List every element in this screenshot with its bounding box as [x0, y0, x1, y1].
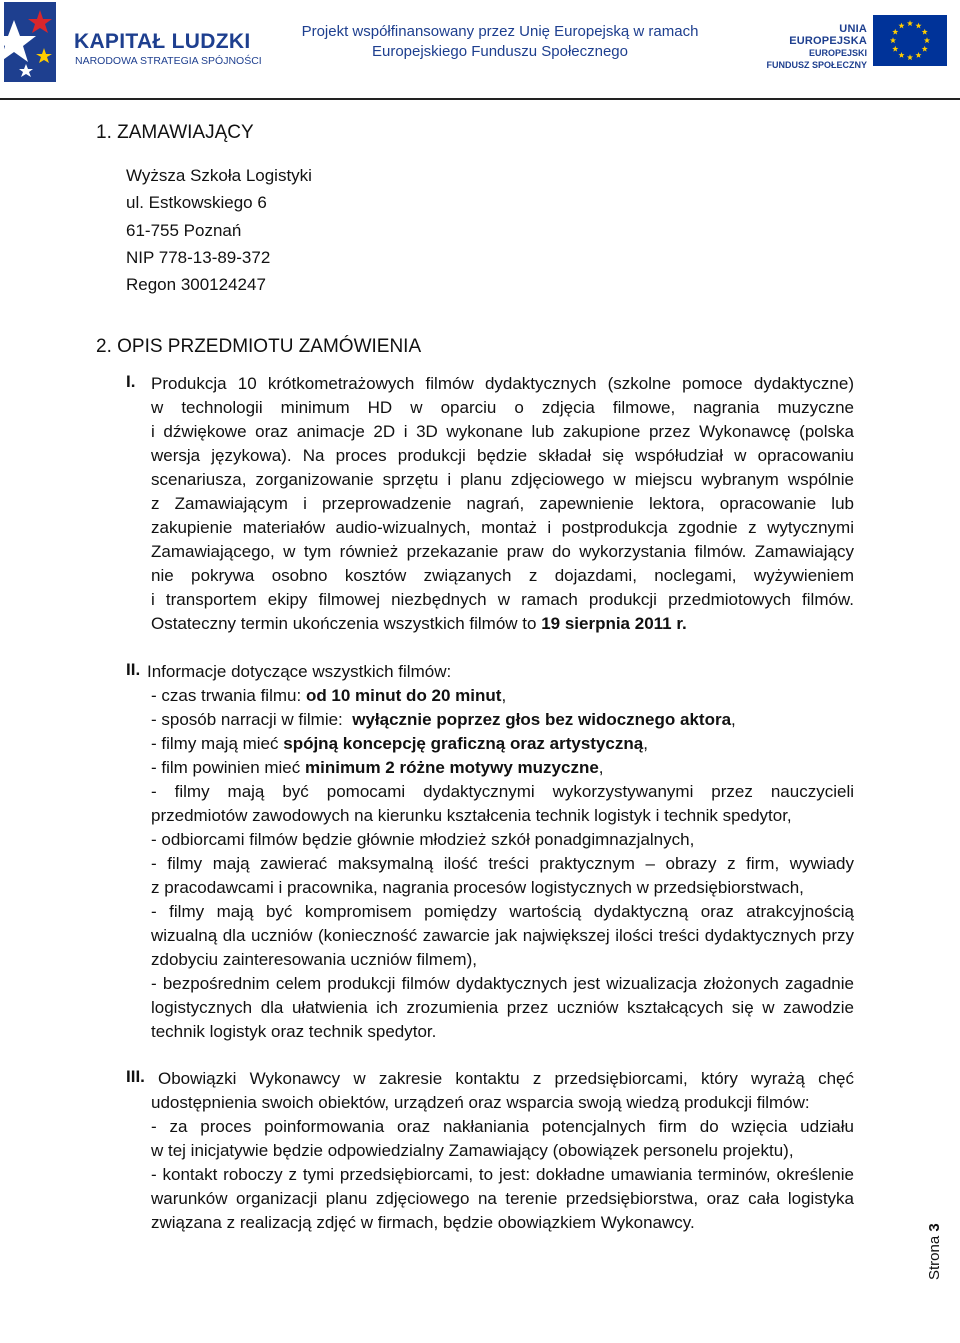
- part-2-list: [151, 684, 854, 1044]
- list-item: - bezpośrednim celem produkcji filmów dydaktycznych jest wizualizacja złożonych zagadnie: [151, 974, 854, 993]
- paragraph-line: z Zamawiającym i przeprowadzenie nagrań, zapewnienie lektora, opracowanie lub: [151, 494, 854, 513]
- paragraph-line: nie pokrywa osobno kosztów związanych z dojazdami, noclegami, wyżywieniem: [151, 566, 854, 585]
- list-item-cont: warunków organizacji planu zdjęciowego na terenie przedsiębiorstwa, oraz cała logistyka: [151, 1189, 854, 1208]
- deadline-line: [151, 612, 854, 636]
- logo-title: KAPITAŁ LUDZKI: [74, 30, 251, 53]
- list-item: [151, 708, 854, 732]
- list-item-text: ,: [598, 758, 604, 777]
- list-item-emphasis: minimum 2 różne motywy muzyczne: [305, 758, 599, 777]
- list-item-cont: wizualną dla uczniów (konieczność zawarcie jak największej ilości treści dydaktycznych przy: [151, 926, 854, 945]
- paragraph-line: Produkcja 10 krótkometrażowych filmów dydaktycznych (szkolne pomoce dydaktyczne): [151, 374, 854, 393]
- list-item: [151, 732, 854, 756]
- list-item-text: ,: [731, 710, 736, 729]
- list-item-text: ,: [501, 686, 507, 705]
- eu-logo-text: [765, 23, 867, 71]
- section-heading-opis: 2. OPIS PRZEDMIOTU ZAMÓWIENIA: [96, 336, 422, 357]
- part-1-text-cont: [151, 396, 854, 636]
- list-item: - filmy mają być kompromisem pomiędzy wartością dydaktyczną oraz atrakcyjnością: [151, 902, 854, 921]
- cofinancing-line-1: Projekt współfinansowany przez Unię Europejską w ramach: [301, 23, 699, 40]
- list-item: - odbiorcami filmów będzie głównie młodzież szkół ponadgimnazjalnych,: [151, 830, 695, 849]
- address-line: ul. Estkowskiego 6: [126, 193, 267, 213]
- page-number-value: 3: [926, 1223, 943, 1232]
- eu-logo-line-2: EUROPEJSKI: [808, 48, 867, 58]
- paragraph-line: i dźwiękowe oraz animacje 2D i 3D wykonane lub zakupione przez Wykonawcę (polska: [151, 422, 854, 441]
- address-line: 61-755 Poznań: [126, 220, 242, 240]
- paragraph-line: i transportem ekipy filmowej niezbędnych w ramach produkcji przedmiotowych filmów.: [151, 590, 854, 609]
- address-line: Regon 300124247: [126, 275, 266, 295]
- part-marker-1: I.: [126, 372, 136, 391]
- kapital-ludzki-logo: [4, 2, 262, 82]
- list-item: - za proces poinformowania oraz nakłaniania potencjalnych firm do wzięcia udziału: [151, 1117, 854, 1136]
- list-item-text: - sposób narracji w filmie:: [151, 710, 353, 729]
- part-3-text: [151, 1091, 854, 1235]
- list-item-emphasis: od 10 minut do 20 minut: [305, 686, 502, 705]
- cofinancing-line-2: Europejskiego Funduszu Społecznego: [371, 43, 628, 60]
- deadline-date: 19 sierpnia 2011 r.: [541, 614, 687, 633]
- address-line: Wyższa Szkoła Logistyki: [126, 166, 312, 185]
- paragraph-line: Zamawiającego, w tym również przekazanie praw do wykorzystania filmów. Zamawiający: [151, 542, 854, 561]
- paragraph-line: w technologii minimum HD w oparciu o zdjęcia filmowe, nagrania muzyczne: [151, 398, 854, 417]
- list-item: - filmy mają być pomocami dydaktycznymi wykorzystywanymi przez nauczycieli: [151, 782, 854, 801]
- list-item-text: - czas trwania filmu:: [151, 686, 306, 705]
- list-item-text: ,: [643, 734, 648, 753]
- list-item-cont: w tej inicjatywie będzie odpowiedzialny Zamawiający (obowiązek personelu projektu),: [151, 1141, 794, 1160]
- cofinancing-note: [290, 22, 710, 62]
- list-item-cont: z pracodawcami i pracownika, nagrania procesów logistycznych w przedsiębiorstwach,: [151, 878, 804, 897]
- part-marker-3: III.: [126, 1067, 145, 1086]
- logo-subtitle: NARODOWA STRATEGIA SPÓJNOŚCI: [75, 55, 262, 67]
- deadline-prefix: Ostateczny termin ukończenia wszystkich filmów to: [151, 614, 542, 633]
- address-line: NIP 778-13-89-372: [126, 247, 271, 267]
- eu-logo-line-1: UNIA EUROPEJSKA: [789, 23, 867, 47]
- page-header: [0, 0, 960, 100]
- eu-logo-line-3: FUNDUSZ SPOŁECZNY: [766, 60, 867, 70]
- part-2-intro: [147, 660, 850, 684]
- list-item-text: - filmy mają mieć: [151, 734, 284, 753]
- paragraph-line: udostępnienia swoich obiektów, urządzeń oraz wsparcia swoją wiedzą produkcji filmów:: [151, 1093, 810, 1112]
- paragraph-line: wersja językowa). Na proces produkcji będzie składał się współudział w opracowaniu: [151, 446, 854, 465]
- part-3-first: [158, 1067, 854, 1091]
- list-item-cont: zdobyciu zainteresowania uczniów filmem),: [151, 950, 477, 969]
- paragraph-line: Obowiązki Wykonawcy w zakresie kontaktu z przedsiębiorcami, który wyrażą chęć: [158, 1069, 854, 1088]
- list-item: [151, 684, 854, 708]
- list-item-text: - film powinien mieć: [151, 758, 305, 777]
- page-number-label: Strona: [926, 1235, 943, 1280]
- list-item-emphasis: wyłącznie poprzez głos bez widocznego aktora: [352, 710, 732, 729]
- header-divider: [0, 98, 960, 100]
- paragraph-line: zakupienie materiałów audio-wizualnych, montaż i postprodukcja zgodnie z wytycznymi: [151, 518, 854, 537]
- kapital-ludzki-star-icon: [4, 2, 64, 82]
- list-item-emphasis: spójną koncepcję graficzną oraz artystyczną: [283, 734, 644, 753]
- list-item-cont: przedmiotów zawodowych na kierunku kształcenia technik logistyk i technik spedytor,: [151, 806, 792, 825]
- section-heading-zamawiajacy: 1. ZAMAWIAJĄCY: [96, 122, 254, 143]
- page-number: [926, 1220, 950, 1280]
- part-1-text: [151, 372, 854, 396]
- list-item: - kontakt roboczy z tymi przedsiębiorcami, to jest: dokładne umawiania terminów, określenie: [151, 1165, 854, 1184]
- orderer-address: [126, 162, 312, 298]
- list-item: [151, 756, 854, 780]
- eu-flag-icon: [873, 15, 947, 66]
- list-item-cont: związana z realizacją zdjęć w firmach, będzie obowiązkiem Wykonawcy.: [151, 1213, 695, 1232]
- list-item: - filmy mają zawierać maksymalną ilość treści praktycznym – obrazy z firm, wywiady: [151, 854, 854, 873]
- paragraph-line: scenariusza, zorganizowanie sprzętu i planu zdjęciowego w miejscu wybranym wspólnie: [151, 470, 854, 489]
- list-item-cont: logistycznych dla ułatwienia ich zrozumienia przez uczniów kształcących się w zawodzie: [151, 998, 854, 1017]
- part-marker-2: II.: [126, 660, 141, 679]
- part-2-intro-text: Informacje dotyczące wszystkich filmów:: [147, 662, 452, 681]
- list-item-cont: technik logistyk oraz technik spedytor.: [151, 1022, 437, 1041]
